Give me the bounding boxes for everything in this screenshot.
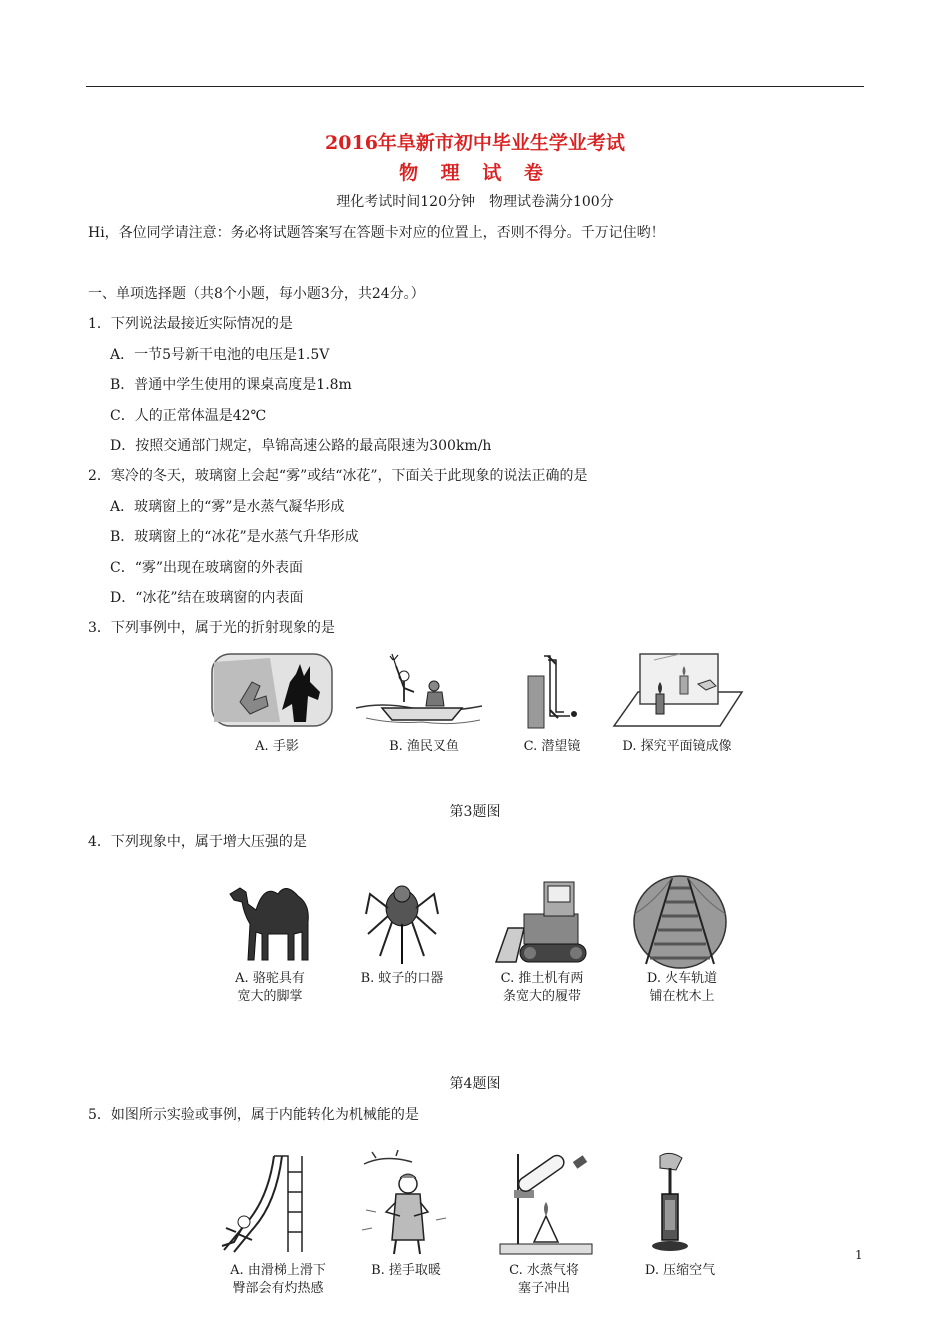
fisherman-figure: [352, 652, 486, 728]
q3-caption-a: A. 手影: [255, 739, 299, 754]
q1-option-b: B．普通中学生使用的课桌高度是1.8m: [110, 377, 352, 393]
q3-caption-b: B. 渔民叉鱼: [389, 739, 459, 754]
exam-title: 2016年阜新市初中毕业生学业考试: [325, 132, 625, 154]
time-info: 理化考试时间120分钟 物理试卷满分100分: [336, 194, 614, 210]
q4-stem: 4．下列现象中，属于增大压强的是: [88, 834, 307, 850]
q4-caption-c: C. 推土机有两 条宽大的履带: [500, 971, 584, 1004]
plane-mirror-figure: [610, 652, 744, 732]
camel-figure: [224, 874, 324, 966]
page-number: 1: [855, 1248, 863, 1262]
q4-caption-a: A. 骆驼具有 宽大的脚掌: [235, 971, 305, 1004]
q4-caption-d: D. 火车轨道 铺在枕木上: [646, 971, 718, 1004]
q2-option-c: C．“雾”出现在玻璃窗的外表面: [110, 560, 304, 576]
q2-option-a: A．玻璃窗上的“雾”是水蒸气凝华形成: [110, 499, 345, 515]
periscope-figure: [512, 652, 592, 732]
q3-figure-label: 第3题图: [449, 804, 501, 820]
hand-shadow-figure: [210, 652, 334, 728]
rubbing-hands-figure: [356, 1150, 452, 1256]
section-heading: 一、单项选择题（共8个小题，每小题3分，共24分。）: [88, 286, 425, 302]
q5-stem: 5．如图所示实验或事例，属于内能转化为机械能的是: [88, 1107, 419, 1123]
steam-test-tube-figure: [494, 1150, 598, 1256]
q1-option-d: D．按照交通部门规定，阜锦高速公路的最高限速为300km/h: [110, 438, 492, 454]
q1-stem: 1．下列说法最接近实际情况的是: [88, 316, 293, 332]
compress-air-figure: [640, 1150, 700, 1256]
railway-figure: [632, 874, 728, 970]
notice: Hi，各位同学请注意：务必将试题答案写在答题卡对应的位置上，否则不得分。千万记住哟！: [88, 225, 665, 241]
slide-figure: [214, 1150, 324, 1256]
q2-option-d: D．“冰花”结在玻璃窗的内表面: [110, 590, 304, 606]
q1-option-a: A．一节5号新干电池的电压是1.5V: [110, 347, 330, 363]
top-rule: [86, 86, 864, 87]
bulldozer-figure: [494, 874, 594, 966]
q5-caption-c: C. 水蒸气将 塞子冲出: [509, 1263, 579, 1296]
q2-option-b: B．玻璃窗上的“冰花”是水蒸气升华形成: [110, 529, 359, 545]
q4-caption-b: B. 蚊子的口器: [360, 971, 444, 986]
q3-stem: 3．下列事例中，属于光的折射现象的是: [88, 620, 335, 636]
q5-caption-b: B. 搓手取暖: [371, 1263, 441, 1278]
q3-caption-d: D. 探究平面镜成像: [622, 739, 732, 754]
q5-caption-d: D. 压缩空气: [644, 1263, 716, 1278]
q1-option-c: C．人的正常体温是42℃: [110, 408, 267, 424]
q2-stem: 2．寒冷的冬天，玻璃窗上会起“雾”或结“冰花”，下面关于此现象的说法正确的是: [88, 468, 588, 484]
exam-subtitle: 物 理 试 卷: [399, 162, 551, 184]
q4-figure-label: 第4题图: [449, 1076, 501, 1092]
q3-caption-c: C. 潜望镜: [523, 739, 581, 754]
q5-caption-a: A. 由滑梯上滑下 臀部会有灼热感: [230, 1263, 326, 1296]
mosquito-figure: [362, 874, 442, 966]
